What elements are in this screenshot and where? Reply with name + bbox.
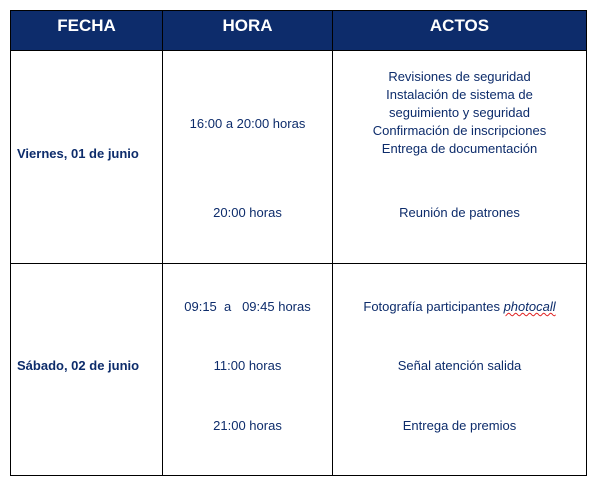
row-time: 09:15 a 09:45 horas — [184, 299, 311, 314]
row-divider — [11, 263, 586, 264]
act-text: Fotografía participantes — [363, 299, 504, 314]
row-time: 21:00 horas — [213, 418, 282, 433]
act-line: Revisiones de seguridad — [388, 69, 531, 84]
row-act: Señal atención salida — [397, 358, 522, 373]
act-line: Confirmación de inscripciones — [372, 123, 547, 138]
table-header — [11, 11, 586, 50]
row-act — [333, 299, 586, 314]
row-time: 16:00 a 20:00 horas — [189, 116, 306, 131]
row-acts-block — [333, 68, 586, 158]
row-time: 20:00 horas — [213, 205, 282, 220]
act-line: Entrega de documentación — [381, 141, 538, 156]
row-date: Sábado, 02 de junio — [17, 358, 140, 373]
row-time: 11:00 horas — [213, 358, 282, 373]
header-hora: HORA — [222, 16, 273, 35]
row-date: Viernes, 01 de junio — [17, 146, 139, 161]
schedule-table — [10, 10, 587, 476]
column-divider — [162, 11, 163, 475]
header-actos: ACTOS — [429, 16, 490, 35]
row-divider — [11, 50, 586, 51]
row-act: Entrega de premios — [402, 418, 517, 433]
row-act: Reunión de patrones — [399, 205, 520, 220]
header-fecha: FECHA — [57, 16, 116, 35]
act-line: Instalación de sistema de — [386, 87, 533, 102]
act-italic-text: photocall — [503, 299, 556, 314]
act-line: seguimiento y seguridad — [389, 105, 530, 120]
